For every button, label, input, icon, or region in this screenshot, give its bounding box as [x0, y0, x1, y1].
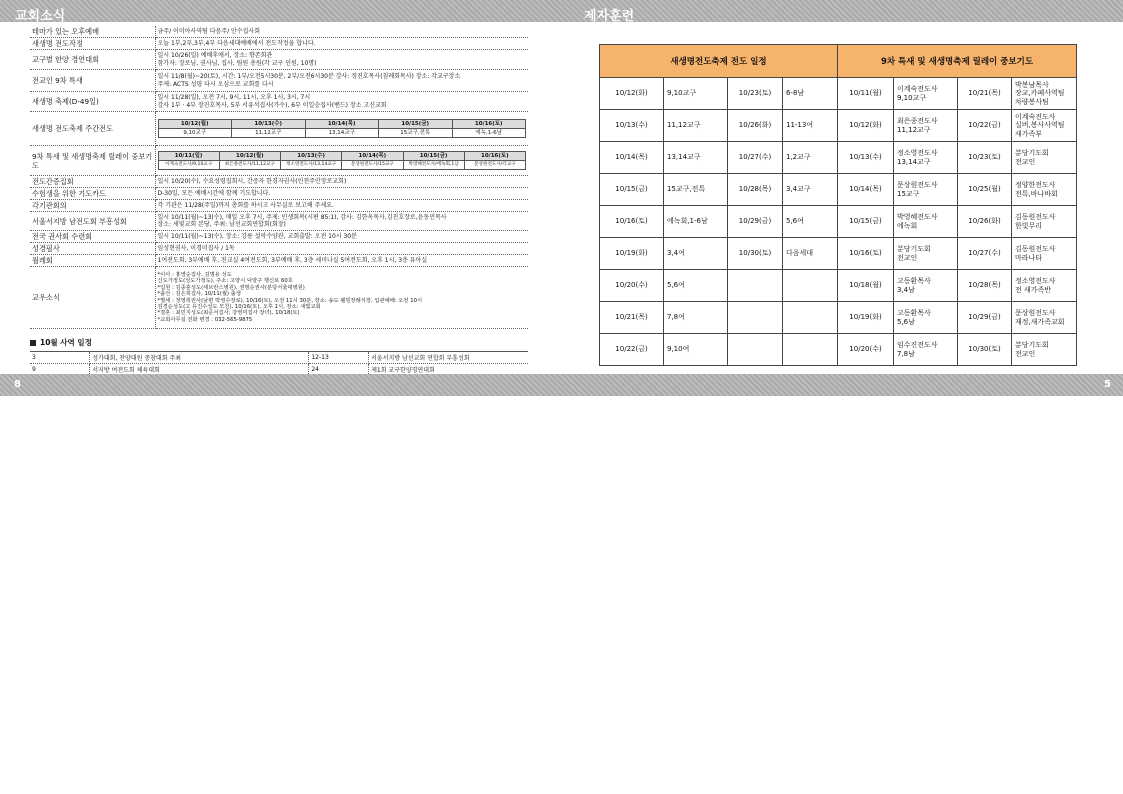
event-date: 3: [30, 352, 90, 364]
table-row: [30, 352, 528, 364]
schedule-entry: 9,10교구: [664, 78, 728, 110]
news-label: 9차 특새 및 새생명축제 릴레이 중보기도: [30, 146, 155, 176]
news-row: [30, 212, 528, 231]
evangelism-schedule-table: [599, 44, 1077, 366]
schedule-entry: 최은종전도사 11,12교구: [894, 110, 958, 142]
table-row: [600, 174, 1077, 206]
schedule-date: 10/19(화): [838, 302, 894, 334]
relay-prayer-row: [30, 146, 528, 176]
news-row: [30, 38, 528, 50]
right-section-title: 제자훈련: [584, 9, 635, 24]
schedule-entry: 분당기도회 전교인: [894, 238, 958, 270]
schedule-entry: [783, 334, 838, 366]
news-row: [30, 231, 528, 243]
schedule-entry: 3,4여: [664, 238, 728, 270]
news-row: [30, 70, 528, 92]
schedule-date: 10/21(목): [600, 302, 664, 334]
schedule-entry: 5,6여: [664, 270, 728, 302]
news-text: 각 기관은 11/28(주일)까지 총회를 하시고 사무실로 보고해 주세요.: [155, 200, 528, 212]
news-label: 월례회: [30, 255, 155, 267]
schedule-date: [728, 270, 783, 302]
schedule-date: 10/26(화): [958, 206, 1012, 238]
news-label: 새생명 전도작정: [30, 38, 155, 50]
relay-date: 10/14(목): [342, 152, 403, 161]
schedule-date: 10/15(금): [838, 206, 894, 238]
news-text: 일시 11/8(월)~20(토), 시간: 1부/오전5시30분, 2부/오전6시30분 강사: 정진호목사(침례회목사) 장소: 각교구장소 주제: ACTS 성령 다시 오심으로 교회를 다시: [155, 70, 528, 92]
schedule-date: 10/22(금): [958, 110, 1012, 142]
schedule-date: 10/28(목): [958, 270, 1012, 302]
evangelism-schedule-header: 새생명전도축제 전도 일정: [600, 45, 838, 78]
news-text: 일시 10/11(월)~13(수), 장소: 강릉 설악수양관, 교회출발: 오전 10시 30분: [155, 231, 528, 243]
church-news-table: [30, 26, 528, 329]
schedule-entry: 고동환목사 5,6남: [894, 302, 958, 334]
event-date: 12-13: [309, 352, 369, 364]
table-row: [600, 334, 1077, 366]
table-row: [600, 270, 1077, 302]
news-label: 새생명 축제(D-49일): [30, 92, 155, 112]
schedule-entry: 정소영전도사 13,14교구: [894, 142, 958, 174]
weekly-evangelism-table: [158, 119, 527, 138]
schedule-date: 10/21(목): [958, 78, 1012, 110]
relay-prayer-table: [158, 151, 527, 170]
news-text: 일시 10/11(월)~13(수), 매일 오후 7시, 주제: 민생회복(시편 85:1), 강사: 김한옥목사,김진호장로,윤동민목사 장소: 새빛교회 본당, 주최: 남선교회연합회(회장): [155, 212, 528, 231]
event-date: 9: [30, 364, 90, 376]
left-page-number: 8: [14, 379, 21, 390]
schedule-entry: 김동원전도사 마라나타: [1012, 238, 1077, 270]
schedule-entry: 11,12교구: [664, 110, 728, 142]
schedule-entry: 고동환목사 3,4남: [894, 270, 958, 302]
weekly-evangelism-row: [30, 112, 528, 146]
schedule-date: 10/27(수): [728, 142, 783, 174]
schedule-entry: [783, 270, 838, 302]
news-row: [30, 255, 528, 267]
schedule-entry: 문상원전도사 15교구: [894, 174, 958, 206]
news-row: [30, 92, 528, 112]
relay-date: 10/12(월): [219, 152, 280, 161]
schedule-date: 10/16(토): [600, 206, 664, 238]
weekly-date: 10/12(월): [158, 120, 232, 129]
event-text: 서울서지방 남선교회 연합회 부흥성회: [369, 352, 528, 364]
top-header-band: [0, 0, 1123, 22]
news-text: D-30일, 모든 예배시간에 함께 기도합니다.: [155, 188, 528, 200]
relay-leader: 박영혜전도사/에녹회,1남: [403, 161, 464, 170]
news-row: [30, 176, 528, 188]
schedule-date: 10/22(금): [600, 334, 664, 366]
event-text: 제1회 교구한양경연대회: [369, 364, 528, 376]
schedule-entry: 김동원전도사 한빛무리: [1012, 206, 1077, 238]
schedule-date: 10/30(토): [728, 238, 783, 270]
relay-leader: 문상원전도사/15교구: [342, 161, 403, 170]
schedule-entry: 13,14교구: [664, 142, 728, 174]
schedule-entry: 정소영전도사 전 새가족반: [1012, 270, 1077, 302]
schedule-entry: 박영혜전도사 에녹회: [894, 206, 958, 238]
schedule-date: 10/20(수): [600, 270, 664, 302]
schedule-date: [728, 302, 783, 334]
schedule-date: 10/23(토): [958, 142, 1012, 174]
table-row: [600, 142, 1077, 174]
relay-leader: 이계숙전도사/9,10교구: [158, 161, 219, 170]
schedule-date: 10/14(목): [838, 174, 894, 206]
monthly-schedule-heading: [30, 337, 528, 348]
news-text: 일시 10/20(수), 수요성령집회시, 간증자 한경자권사(인천주안장로교회): [155, 176, 528, 188]
weekly-date: 10/13(수): [232, 120, 306, 129]
schedule-entry: 이계숙전도사 9,10교구: [894, 78, 958, 110]
weekly-group: 15교구,전특: [379, 129, 453, 138]
news-text: 임성현권사, 이경미집사 / 1독: [155, 243, 528, 255]
event-text: 성가대회, 찬양대원 중창대회 주최: [90, 352, 309, 364]
schedule-entry: 6-8남: [783, 78, 838, 110]
schedule-date: 10/28(목): [728, 174, 783, 206]
schedule-entry: 임수진전도사 7,8남: [894, 334, 958, 366]
table-row: [600, 110, 1077, 142]
table-row: [600, 302, 1077, 334]
schedule-entry: 다음세대: [783, 238, 838, 270]
news-row: [30, 50, 528, 70]
news-row: [30, 200, 528, 212]
news-label: 테마가 있는 오후예배: [30, 26, 155, 38]
schedule-entry: 15교구,전특: [664, 174, 728, 206]
schedule-date: 10/12(화): [838, 110, 894, 142]
schedule-entry: 9,10여: [664, 334, 728, 366]
monthly-schedule-title: 10월 사역 일정: [40, 338, 92, 347]
member-news-text: *이사 : 홍영순집사, 김명용 성도 신도가정도(성도가정도), 주소: 고양시 덕양구 행신로 60호 *입원 : 김종훈성도(세브란스병원), 권명순권사(분당서울대병원) *출산 : 김은희집사, 10/11(월) 출생 *별세 : 정영희권사(남편 박영수장로), 10/16(토), 오전 11시 30분, 장소: 송도 웰빙장례식장, 입관예배: 오전 10시 김경순성도(고 유진수성도 모친), 10/16(토), 오후 1시, 장소: 새빛교회 *결혼 : 최민지성도(최준서집사, 강영미집사 장녀), 10/18(토) *교회사무실 전화 변경 : 032-565-9875: [155, 267, 528, 329]
news-text: 1여전도회, 3부예배 후, 친교실 4여전도회, 3부예배 후, 3층 세미나실 5여전도회, 오후 1시, 3층 유아실: [155, 255, 528, 267]
schedule-date: 10/11(월): [838, 78, 894, 110]
weekly-date: 10/15(금): [379, 120, 453, 129]
table-row: [600, 206, 1077, 238]
schedule-entry: 11-13여: [783, 110, 838, 142]
schedule-date: 10/18(월): [838, 270, 894, 302]
schedule-date: 10/14(목): [600, 142, 664, 174]
schedule-date: 10/13(수): [838, 142, 894, 174]
news-text: 일시 11/28(일), 오전 7시, 9시, 11시, 오후 1시, 3시, 7시 강사 1부 · 4부 장진호목사, 5부 서유석집사(가수), 6부 이일승집사(밴드) 장소 고신교회: [155, 92, 528, 112]
news-label: 성경필사: [30, 243, 155, 255]
news-label: 전교인 9차 특새: [30, 70, 155, 92]
weekly-date: 10/16(토): [452, 120, 526, 129]
event-date: 24: [309, 364, 369, 376]
relay-leader: 문상원전도사/각교구: [464, 161, 525, 170]
news-label: 수험생을 위한 기도카드: [30, 188, 155, 200]
news-label: 교구별 한양 경연대회: [30, 50, 155, 70]
news-text: 오늘 1부,2부,3부,4부 다음세대예배에서 전도작정을 합니다.: [155, 38, 528, 50]
relay-date: 10/15(금): [403, 152, 464, 161]
schedule-entry: 1,2교구: [783, 142, 838, 174]
news-text: 금주/ 이미아사역팀 다음주/ 안수집사회: [155, 26, 528, 38]
schedule-entry: 7,8여: [664, 302, 728, 334]
schedule-date: 10/15(금): [600, 174, 664, 206]
schedule-date: 10/29(금): [958, 302, 1012, 334]
left-section-title: 교회소식: [15, 9, 66, 24]
bottom-footer-band: [0, 374, 1123, 396]
schedule-entry: 분당기도회 전교인: [1012, 334, 1077, 366]
schedule-entry: 분당기도회 전교인: [1012, 142, 1077, 174]
relay-date: 10/13(수): [281, 152, 342, 161]
schedule-date: 10/16(토): [838, 238, 894, 270]
schedule-date: 10/20(수): [838, 334, 894, 366]
news-row: [30, 188, 528, 200]
schedule-entry: 문상원전도사 재정,새가족교회: [1012, 302, 1077, 334]
schedule-entry: 박봉남목사 장교,카페사역팀 차량봉사팀: [1012, 78, 1077, 110]
news-row: [30, 243, 528, 255]
schedule-entry: 5,6여: [783, 206, 838, 238]
event-text: 서지방 여전도회 체육대회: [90, 364, 309, 376]
schedule-date: 10/29(금): [728, 206, 783, 238]
news-row: [30, 26, 528, 38]
schedule-date: 10/19(화): [600, 238, 664, 270]
schedule-date: 10/30(토): [958, 334, 1012, 366]
news-label: 교우소식: [30, 267, 155, 329]
news-label: 전도간증집회: [30, 176, 155, 188]
schedule-date: [728, 334, 783, 366]
weekly-group: 11,12교구: [232, 129, 306, 138]
schedule-entry: 정양한전도사 전특,바나바회: [1012, 174, 1077, 206]
relay-prayer-header: 9차 특새 및 새생명축제 릴레이 중보기도: [838, 45, 1077, 78]
relay-date: 10/11(일): [158, 152, 219, 161]
relay-leader: 최은종전도사/11,12교구: [219, 161, 280, 170]
table-row: [600, 238, 1077, 270]
news-label: 전국 권사회 수련회: [30, 231, 155, 243]
weekly-group: 에녹,1-6남: [452, 129, 526, 138]
schedule-entry: [783, 302, 838, 334]
news-text: 일시 10/26(일) 예배후에서, 장소: 향존회관 참가자: 장로님, 권사님, 집사, 팀원 총원(각 교구 인원, 10명): [155, 50, 528, 70]
church-news-page: [30, 26, 528, 388]
schedule-date: 10/26(화): [728, 110, 783, 142]
relay-leader: 정소영전도사/13,14교구: [281, 161, 342, 170]
weekly-group: 13,14교구: [305, 129, 379, 138]
weekly-group: 9,10교구: [158, 129, 232, 138]
schedule-entry: 3,4교구: [783, 174, 838, 206]
schedule-date: 10/13(수): [600, 110, 664, 142]
news-label: 각기관회의: [30, 200, 155, 212]
right-page-number: 5: [1104, 379, 1111, 390]
schedule-date: 10/23(토): [728, 78, 783, 110]
schedule-date: 10/27(수): [958, 238, 1012, 270]
relay-date: 10/16(토): [464, 152, 525, 161]
schedule-entry: 이계숙전도사 실버,봉사사역팀 새가족부: [1012, 110, 1077, 142]
schedule-entry: 에녹회,1-6남: [664, 206, 728, 238]
news-label: 새생명 전도축제 주간전도: [30, 112, 155, 146]
news-label: 서울서지방 남전도회 부흥성회: [30, 212, 155, 231]
weekly-date: 10/14(목): [305, 120, 379, 129]
schedule-date: 10/25(월): [958, 174, 1012, 206]
table-row: [600, 78, 1077, 110]
member-news-row: [30, 267, 528, 329]
square-bullet-icon: [30, 340, 36, 346]
schedule-date: 10/12(화): [600, 78, 664, 110]
